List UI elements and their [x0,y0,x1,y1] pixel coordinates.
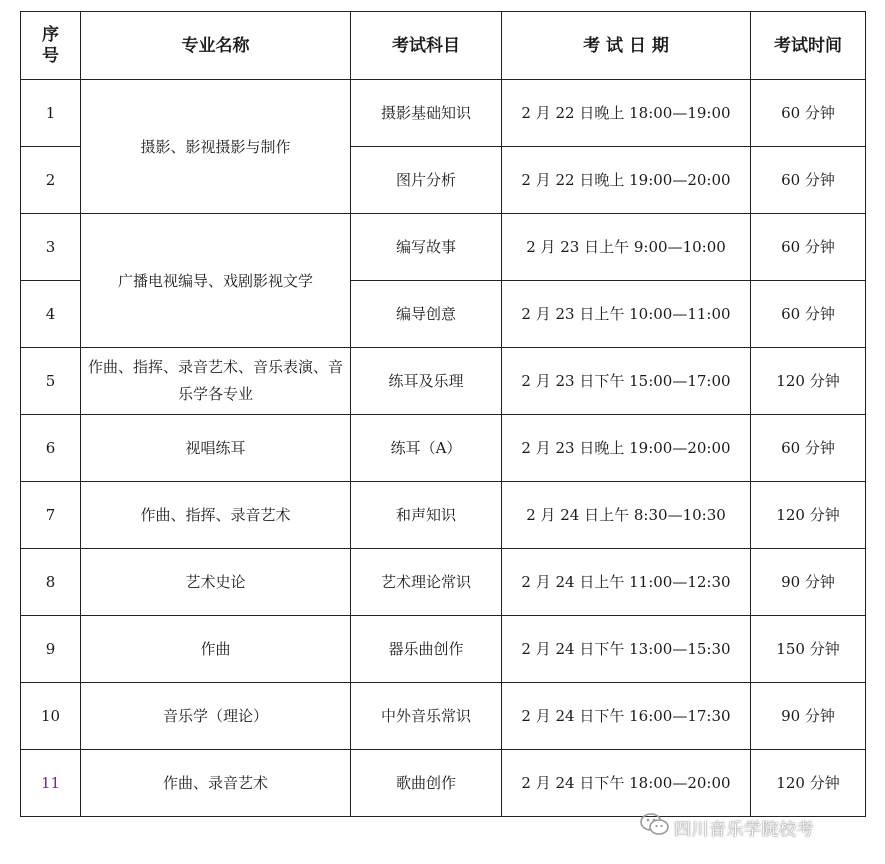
cell-date: 2 月 22 日晚上 19:00—20:00 [502,147,751,214]
cell-major: 广播电视编导、戏剧影视文学 [81,214,351,348]
cell-major: 作曲、录音艺术 [81,750,351,817]
header-subject: 考试科目 [351,12,502,80]
cell-seq: 6 [21,415,81,482]
cell-date: 2 月 22 日晚上 18:00—19:00 [502,80,751,147]
cell-duration: 60 分钟 [751,415,866,482]
watermark-text: 四川音乐学院校考 [674,819,814,840]
cell-duration: 60 分钟 [751,80,866,147]
cell-duration: 90 分钟 [751,683,866,750]
cell-seq: 9 [21,616,81,683]
cell-major: 作曲、指挥、录音艺术、音乐表演、音乐学各专业 [81,348,351,415]
cell-subject: 图片分析 [351,147,502,214]
cell-major: 音乐学（理论） [81,683,351,750]
header-seq: 序号 [21,12,81,80]
cell-seq: 10 [21,683,81,750]
cell-duration: 90 分钟 [751,549,866,616]
cell-subject: 器乐曲创作 [351,616,502,683]
cell-seq: 3 [21,214,81,281]
cell-duration: 150 分钟 [751,616,866,683]
cell-duration: 60 分钟 [751,281,866,348]
cell-date: 2 月 24 日下午 18:00—20:00 [502,750,751,817]
cell-seq: 1 [21,80,81,147]
table-row [21,616,866,683]
table-row [21,214,866,281]
cell-major: 作曲 [81,616,351,683]
watermark [640,811,814,843]
cell-subject: 练耳及乐理 [351,348,502,415]
cell-seq: 8 [21,549,81,616]
cell-date: 2 月 23 日下午 15:00—17:00 [502,348,751,415]
cell-subject: 编导创意 [351,281,502,348]
cell-subject: 练耳（A） [351,415,502,482]
cell-seq: 2 [21,147,81,214]
cell-date: 2 月 24 日下午 13:00—15:30 [502,616,751,683]
cell-subject: 摄影基础知识 [351,80,502,147]
cell-duration: 120 分钟 [751,348,866,415]
table-row [21,549,866,616]
table-row [21,482,866,549]
cell-seq: 7 [21,482,81,549]
cell-date: 2 月 23 日上午 9:00—10:00 [502,214,751,281]
cell-date: 2 月 24 日下午 16:00—17:30 [502,683,751,750]
cell-subject: 编写故事 [351,214,502,281]
table-row [21,750,866,817]
cell-subject: 中外音乐常识 [351,683,502,750]
header-major: 专业名称 [81,12,351,80]
cell-subject: 艺术理论常识 [351,549,502,616]
exam-schedule-table [20,11,866,817]
cell-seq: 5 [21,348,81,415]
cell-major: 作曲、指挥、录音艺术 [81,482,351,549]
cell-date: 2 月 23 日晚上 19:00—20:00 [502,415,751,482]
cell-subject: 和声知识 [351,482,502,549]
table-row [21,80,866,147]
cell-duration: 120 分钟 [751,750,866,817]
table-row [21,415,866,482]
cell-major: 视唱练耳 [81,415,351,482]
cell-date: 2 月 24 日上午 11:00—12:30 [502,549,751,616]
cell-duration: 120 分钟 [751,482,866,549]
cell-subject: 歌曲创作 [351,750,502,817]
cell-major: 摄影、影视摄影与制作 [81,80,351,214]
cell-seq: 4 [21,281,81,348]
cell-date: 2 月 23 日上午 10:00—11:00 [502,281,751,348]
wechat-icon [640,812,674,843]
header-date: 考 试 日 期 [502,12,751,80]
table-header-row [21,12,866,80]
table-row [21,348,866,415]
cell-seq: 11 [21,750,81,817]
cell-major: 艺术史论 [81,549,351,616]
cell-date: 2 月 24 日上午 8:30—10:30 [502,482,751,549]
cell-duration: 60 分钟 [751,214,866,281]
cell-duration: 60 分钟 [751,147,866,214]
table-row [21,683,866,750]
header-duration: 考试时间 [751,12,866,80]
